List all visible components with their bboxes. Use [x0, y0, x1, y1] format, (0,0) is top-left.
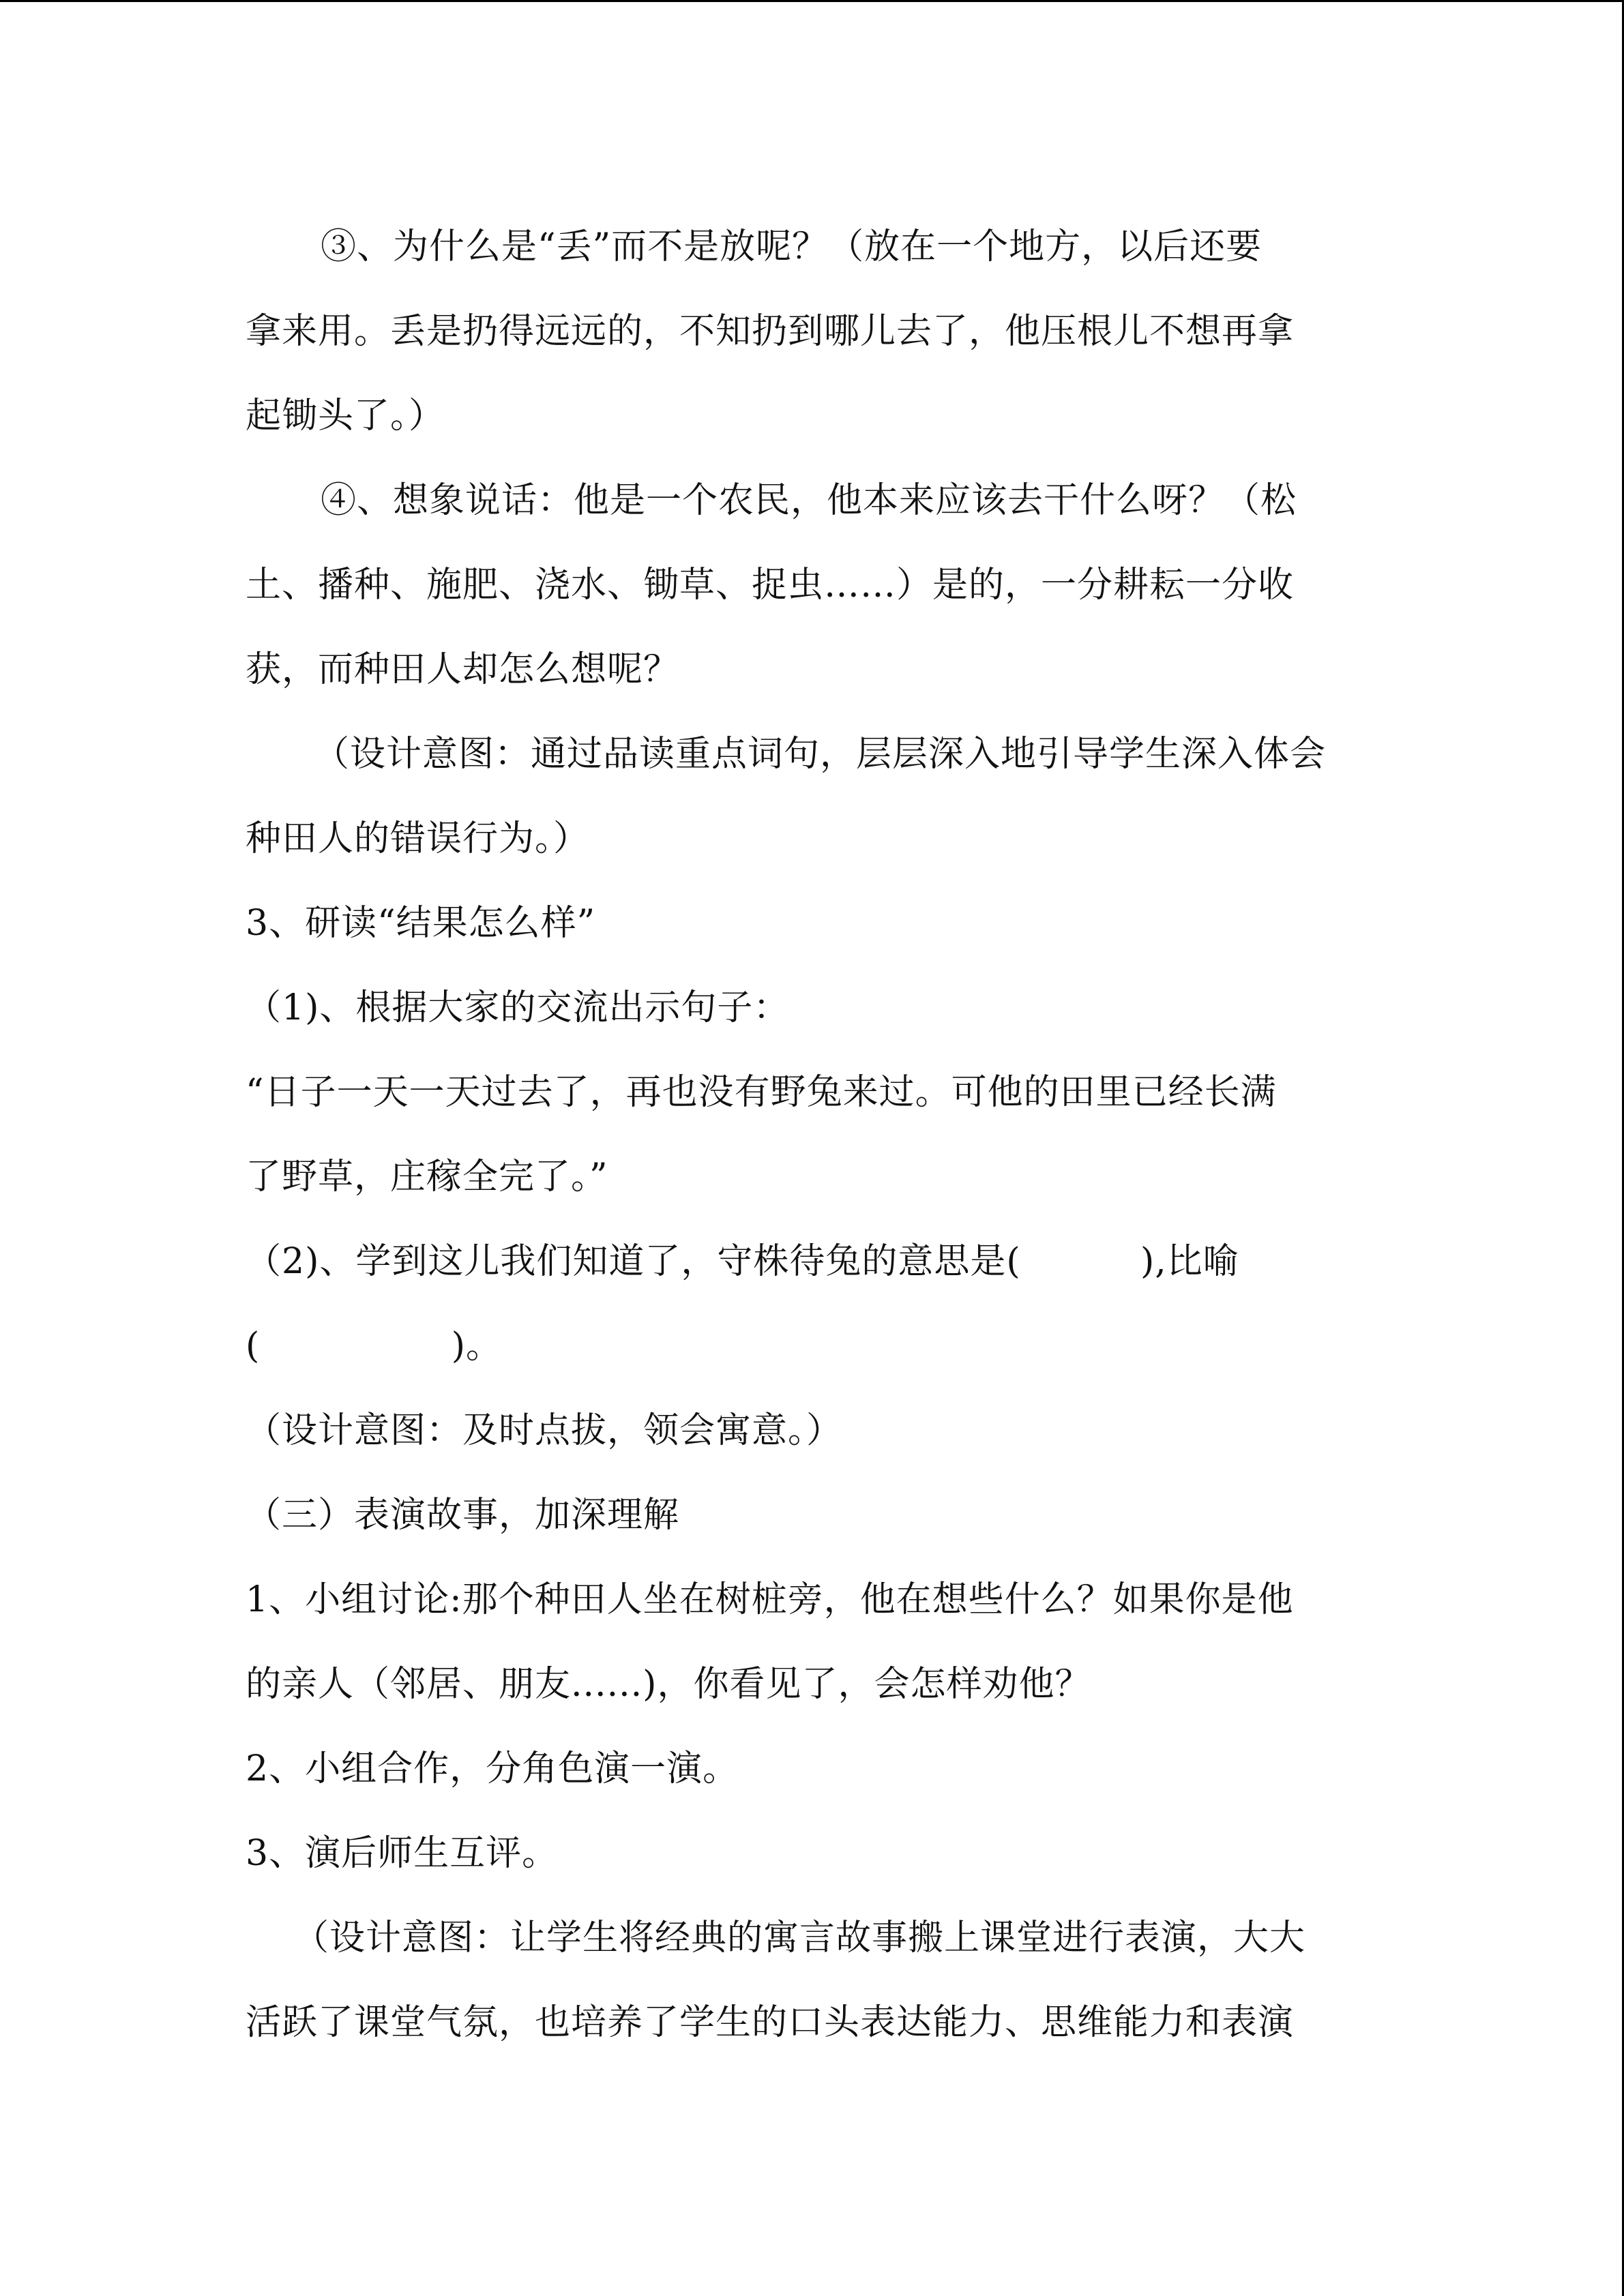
design-intent-note: （设计意图：通过品读重点词句，层层深入地引导学生深入体会 — [314, 734, 1327, 775]
text-line: ④、想象说话：他是一个农民，他本来应该去干什么呀？（松 — [321, 480, 1297, 521]
quoted-sentence: “日子一天一天过去了，再也没有野兔来过。可他的田里已经长满 — [246, 1072, 1277, 1113]
design-intent-note: （设计意图：让学生将经典的寓言故事搬上课堂进行表演，大大 — [293, 1918, 1306, 1958]
text-line: 种田人的错误行为。） — [246, 818, 590, 859]
text-line: 起锄头了。） — [246, 396, 445, 436]
text-line: 3、演后师生互评。 — [246, 1833, 559, 1874]
fill-in-question: ( )。 — [246, 1326, 503, 1367]
fill-in-question: （2)、学到这儿我们知道了，守株待兔的意思是( ),比喻 — [246, 1241, 1239, 1282]
text-line: 土、播种、施肥、浇水、锄草、捉虫……）是的，一分耕耘一分收 — [246, 565, 1295, 606]
text-line: 活跃了课堂气氛，也培养了学生的口头表达能力、思维能力和表演 — [246, 2002, 1295, 2043]
design-intent-note: （设计意图：及时点拔，领会寓意。） — [246, 1410, 843, 1451]
document-body — [246, 205, 1378, 2065]
text-line: 2、小组合作，分角色演一演。 — [246, 1748, 739, 1789]
text-line: 获，而种田人却怎么想呢？ — [246, 649, 680, 690]
text-line: ③、为什么是“丢”而不是放呢？（放在一个地方，以后还要 — [321, 226, 1263, 267]
text-line: （1)、根据大家的交流出示句子： — [246, 987, 790, 1028]
quoted-sentence: 了野草，庄稼全完了。” — [246, 1157, 608, 1197]
section-heading: 3、研读“结果怎么样” — [246, 903, 596, 944]
section-heading: （三）表演故事，加深理解 — [246, 1495, 680, 1536]
text-line: 1、小组讨论:那个种田人坐在树桩旁，他在想些什么？如果你是他 — [246, 1579, 1294, 1620]
page-border-top — [0, 0, 1624, 2]
text-line: 拿来用。丢是扔得远远的，不知扔到哪儿去了，他压根儿不想再拿 — [246, 311, 1295, 352]
text-line: 的亲人（邻居、朋友......)，你看见了，会怎样劝他？ — [246, 1664, 1091, 1705]
